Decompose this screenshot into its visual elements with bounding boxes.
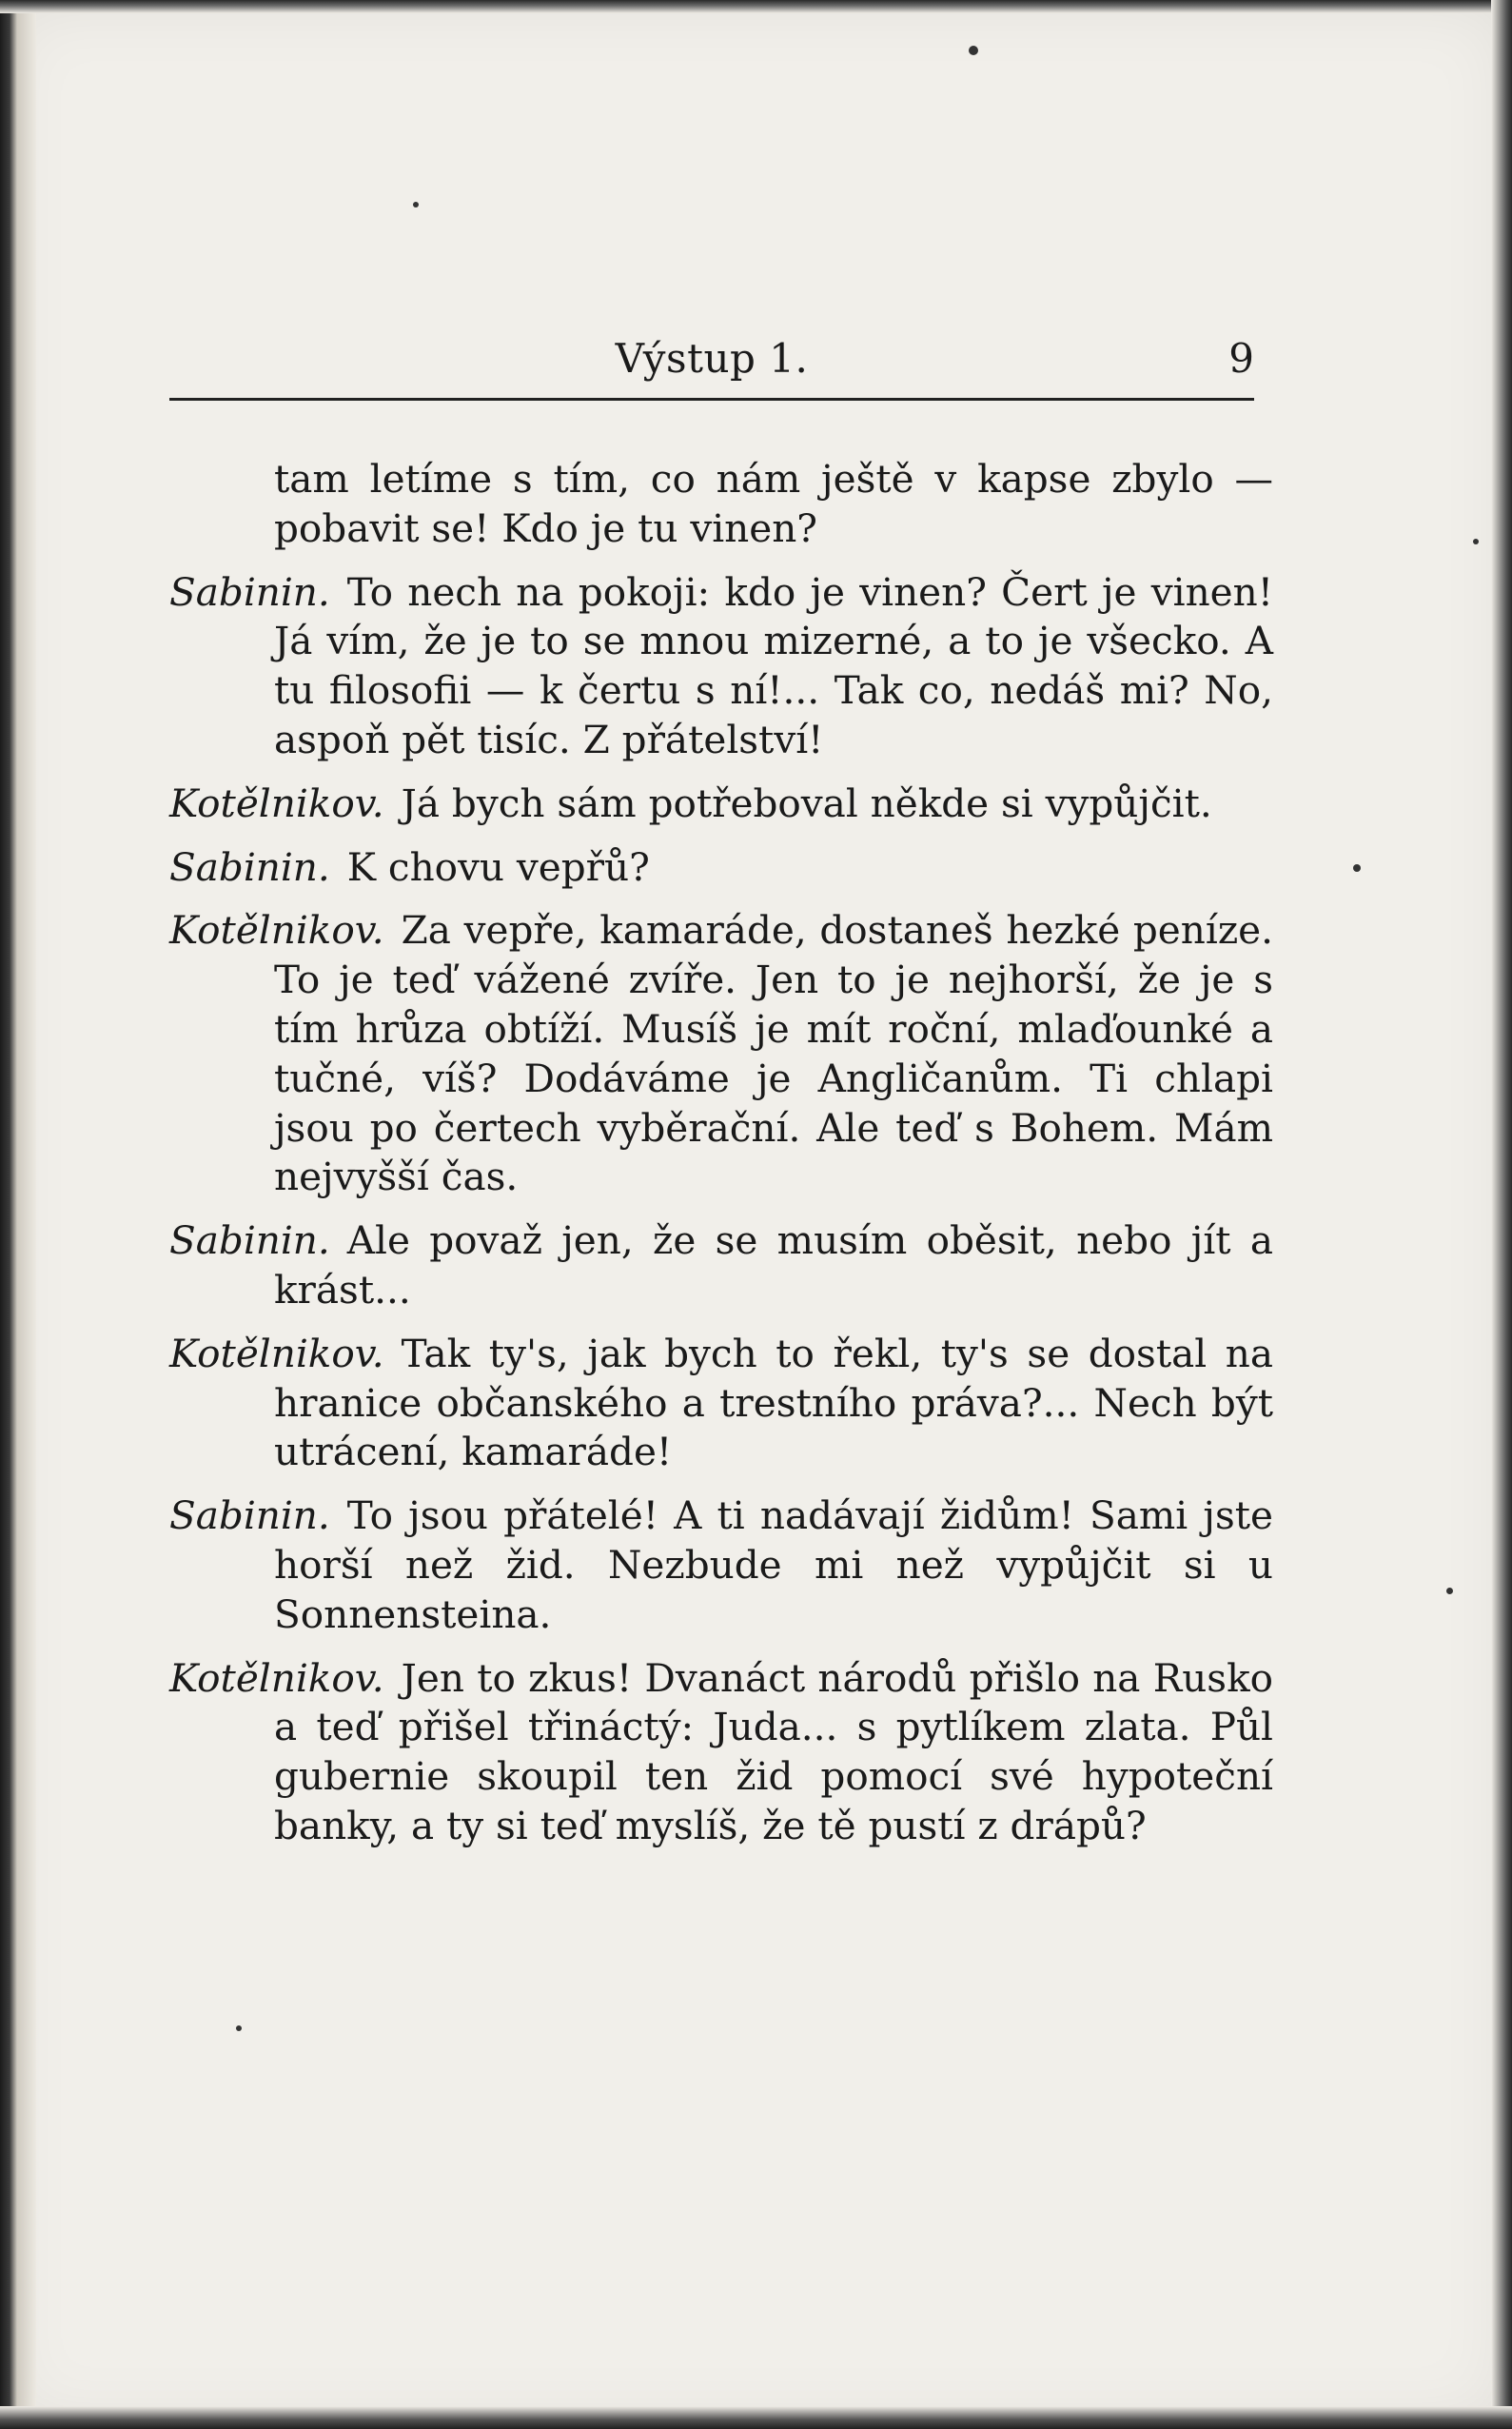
speaker-name: Sabinin.	[169, 1217, 330, 1264]
speech-text: Tak ty's, jak bych to řekl, ty's se dostal na hranice občanského a trestního práva?... Nech být utrácení, kamaráde!	[274, 1330, 1273, 1475]
scan-speck	[969, 46, 978, 55]
dialogue-line	[169, 568, 1273, 765]
speech-text: To jsou přátelé! A ti nadávají židům! Sami jste horší než žid. Nezbude mi než vypůjčit si u Sonnensteina.	[274, 1492, 1273, 1637]
page-number: 9	[1228, 335, 1254, 382]
speech-text: Jen to zkus! Dvanáct národů přišlo na Rusko a teď přišel třináctý: Juda... s pytlíkem zlata. Půl gubernie skoupil ten žid pomocí své hypoteční banky, a ty si teď myslíš, že tě pustí z drápů?	[274, 1654, 1273, 1848]
speech-text: K chovu vepřů?	[346, 843, 650, 890]
scan-speck	[1446, 1588, 1453, 1594]
speech-text: To nech na pokoji: kdo je vinen? Čert je vinen! Já vím, že je to se mnou mizerné, a to je všecko. A tu filosofii — k čertu s ní!... Tak co, nedáš mi? No, aspoň pět tisíc. Z přátelství!	[274, 568, 1273, 762]
speech-text: Za vepře, kamaráde, dostaneš hezké peníze. To je teď vážené zvíře. Jen to je nejhorší, že je s tím hrůza obtíží. Musíš je mít roční, mlaďounké a tučné, víš? Dodáváme je Angličanům. Ti chlapi jsou po čertech vyběrační. Ale teď s Bohem. Mám nejvyšší čas.	[274, 907, 1273, 1200]
page-body	[169, 455, 1273, 1866]
scan-speck	[1473, 539, 1479, 544]
scan-edge-bottom	[0, 2406, 1512, 2429]
dialogue-line	[169, 906, 1273, 1202]
scan-speck	[1353, 864, 1361, 872]
speaker-name: Sabinin.	[169, 843, 330, 890]
running-head: Výstup 1.	[615, 335, 809, 382]
scan-edge-right	[1491, 0, 1512, 2429]
speech-text: Ale považ jen, že se musím oběsit, nebo jít a krást...	[274, 1217, 1273, 1313]
continuation-paragraph: tam letíme s tím, co nám ještě v kapse zbylo — pobavit se! Kdo je tu vinen?	[274, 456, 1273, 551]
dialogue-line	[169, 1216, 1273, 1315]
speaker-name: Sabinin.	[169, 568, 330, 615]
speaker-name: Sabinin.	[169, 1492, 330, 1539]
speaker-name: Kotělnikov.	[169, 907, 384, 954]
scan-speck	[236, 2025, 242, 2031]
speaker-name: Kotělnikov.	[169, 1330, 384, 1376]
scan-speck	[413, 202, 419, 207]
speech-text: Já bych sám potřeboval někde si vypůjčit.	[401, 780, 1212, 826]
page-header	[169, 335, 1254, 392]
scan-edge-top	[0, 0, 1512, 13]
dialogue-line	[169, 780, 1273, 829]
dialogue-line	[169, 1491, 1273, 1639]
speaker-name: Kotělnikov.	[169, 780, 384, 826]
dialogue-line	[169, 1654, 1273, 1851]
header-rule	[169, 398, 1254, 401]
dialogue-line	[169, 1330, 1273, 1477]
dialogue-line	[169, 843, 1273, 893]
speaker-name: Kotělnikov.	[169, 1654, 384, 1701]
scan-edge-left	[0, 0, 36, 2429]
